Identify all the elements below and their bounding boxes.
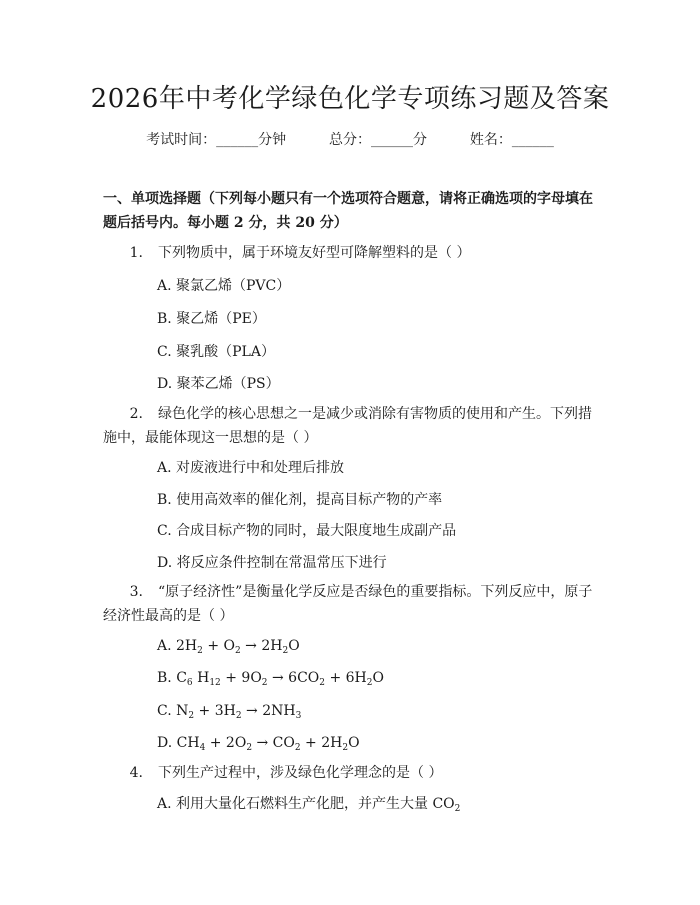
question-text: 下列物质中，属于环境友好型可降解塑料的是（ ） xyxy=(158,245,471,261)
question-number: 3. xyxy=(129,584,143,600)
question-4 xyxy=(103,761,603,785)
score-label: 总分： xyxy=(329,132,371,148)
score-unit: 分 xyxy=(413,132,427,148)
question-text: 下列生产过程中，涉及绿色化学理念的是（ ） xyxy=(158,765,443,781)
time-label: 考试时间： xyxy=(146,132,217,148)
question-1 xyxy=(103,241,603,265)
option-2b: B. 使用高效率的催化剂，提高目标产物的产率 xyxy=(157,492,443,508)
exam-meta-line xyxy=(0,130,700,150)
option-3b: B. $C_6$ $H_{12} + 9O_2 \to 6CO_2 + 6H_2O$ xyxy=(157,670,384,688)
name-blank: ______ xyxy=(511,132,554,148)
score-blank: ______ xyxy=(371,132,413,148)
option-3c: C. $N_2 + 3H_2 \to 2NH_3$ xyxy=(157,703,302,721)
option-2d: D. 将反应条件控制在常温常压下进行 xyxy=(157,555,387,571)
question-number: 4. xyxy=(129,765,143,781)
option-1a: A. 聚氯乙烯（PVC） xyxy=(157,278,291,294)
time-unit: 分钟 xyxy=(258,132,287,148)
option-1b: B. 聚乙烯（PE） xyxy=(157,311,266,327)
option-2a: A. 对废液进行中和处理后排放 xyxy=(157,460,345,476)
question-number: 1. xyxy=(129,245,143,261)
section-heading: 一、单项选择题（下列每小题只有一个选项符合题意，请将正确选项的字母填在题后括号内。每小题 2 分，共 20 分） xyxy=(103,191,593,231)
option-3a: A. $2H_2 + O_2 \to 2H_2O$ xyxy=(157,638,300,656)
question-3 xyxy=(103,580,603,628)
document-title: 2026年中考化学绿色化学专项练习题及答案 xyxy=(90,84,610,114)
question-2 xyxy=(103,402,603,450)
option-1c: C. 聚乳酸（PLA） xyxy=(157,344,275,360)
option-3d: D. $CH_4 + 2O_2 \to CO_2 + 2H_2O$ xyxy=(157,735,360,753)
time-blank: ______ xyxy=(216,132,259,148)
option-2c: C. 合成目标产物的同时，最大限度地生成副产品 xyxy=(157,523,457,539)
question-text: 绿色化学的核心思想之一是减少或消除有害物质的使用和产生。下列措施中，最能体现这一思想的是（ ） xyxy=(103,406,592,446)
option-4a: A. 利用大量化石燃料生产化肥，并产生大量 $CO_2$ xyxy=(157,796,461,814)
option-1d: D. 聚苯乙烯（PS） xyxy=(157,376,280,392)
question-text: “原子经济性”是衡量化学反应是否绿色的重要指标。下列反应中，原子经济性最高的是（ ） xyxy=(103,584,593,624)
question-number: 2. xyxy=(129,406,143,422)
name-label: 姓名： xyxy=(469,132,512,148)
